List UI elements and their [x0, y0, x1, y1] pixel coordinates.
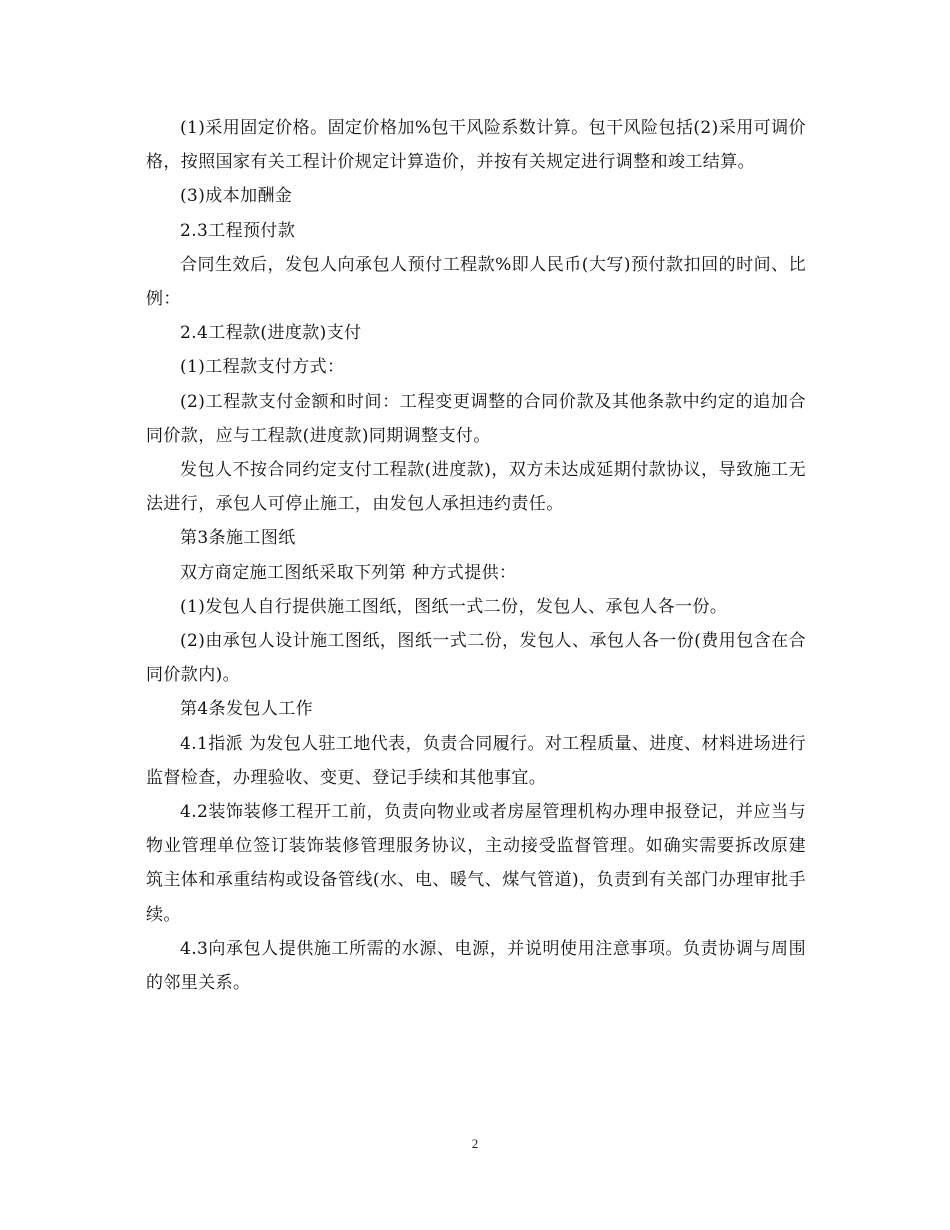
paragraph-4-1-representative: 4.1指派 为发包人驻工地代表，负责合同履行。对工程质量、进度、材料进场进行监督检查，办理验收、变更、登记手续和其他事宜。: [146, 733, 806, 788]
paragraph-drawings-by-owner: (1)发包人自行提供施工图纸，图纸一式二份，发包人、承包人各一份。: [180, 596, 728, 617]
paragraph-4-2-registration: 4.2装饰装修工程开工前，负责向物业或者房屋管理机构办理申报登记，并应当与物业管理单位签订装饰装修管理服务协议，主动接受监督管理。如确实需要拆改原建筑主体和承重结构或设备管线(水、电、暖气、煤气管道)，负责到有关部门办理审批手续。: [146, 802, 806, 925]
page-number: 2: [471, 1136, 479, 1151]
heading-2-4-progress-payment: 2.4工程款(进度款)支付: [180, 323, 362, 344]
paragraph-cost-plus: (3)成本加酬金: [180, 186, 293, 207]
paragraph-fixed-price: (1)采用固定价格。固定价格加%包干风险系数计算。包干风险包括(2)采用可调价格，按照国家有关工程计价规定计算造价，并按有关规定进行调整和竣工结算。: [146, 118, 806, 173]
paragraph-payment-amount-time: (2)工程款支付金额和时间：工程变更调整的合同价款及其他条款中约定的追加合同价款，应与工程款(进度款)同期调整支付。: [146, 391, 806, 446]
paragraph-late-payment: 发包人不按合同约定支付工程款(进度款)，双方未达成延期付款协议，导致施工无法进行，承包人可停止施工，由发包人承担违约责任。: [146, 460, 806, 515]
heading-article-4-owner-work: 第4条发包人工作: [180, 699, 314, 720]
paragraph-drawings-method: 双方商定施工图纸采取下列第 种方式提供：: [180, 562, 517, 583]
paragraph-drawings-by-contractor: (2)由承包人设计施工图纸，图纸一式二份，发包人、承包人各一份(费用包含在合同价款内)。: [146, 631, 806, 686]
paragraph-payment-method: (1)工程款支付方式：: [180, 357, 345, 378]
paragraph-4-3-utilities: 4.3向承包人提供施工所需的水源、电源，并说明使用注意事项。负责协调与周围的邻里关系。: [146, 938, 806, 994]
document-body: [146, 111, 806, 1000]
heading-article-3-drawings: 第3条施工图纸: [180, 528, 296, 549]
heading-2-3-advance-payment: 2.3工程预付款: [180, 220, 296, 241]
paragraph-advance-payment: 合同生效后，发包人向承包人预付工程款%即人民币(大写)预付款扣回的时间、比例：: [146, 254, 806, 310]
